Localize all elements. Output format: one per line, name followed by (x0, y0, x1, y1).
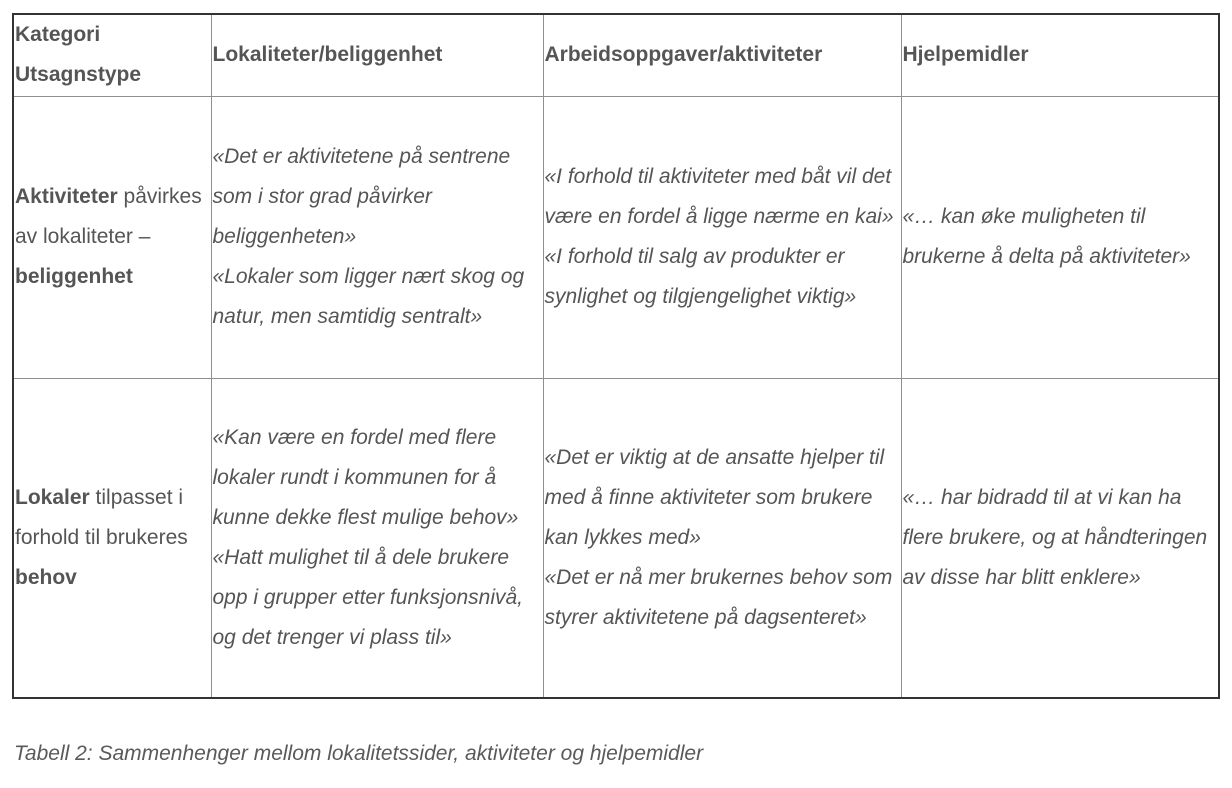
category-keyword: Lokaler (15, 485, 90, 509)
locations-cell (211, 378, 543, 698)
table-row (13, 378, 1219, 698)
quote: «Det er nå mer brukernes behov som styrer aktivitetene på dagsenteret» (544, 565, 893, 629)
quote: «Det er aktivitetene på sentrene som i stor grad påvirker beliggenheten» (212, 145, 511, 248)
quote: «Kan være en fordel med flere lokaler rundt i kommunen for å kunne dekke flest mulige behov» (212, 425, 519, 529)
locations-cell (211, 96, 543, 378)
category-keyword: behov (15, 565, 77, 589)
table-caption: Tabell 2: Sammenhenger mellom lokalitetssider, aktiviteter og hjelpemidler (14, 742, 704, 765)
quote: «… har bidradd til at vi kan ha flere brukere, og at håndteringen av disse har blitt enklere» (902, 485, 1208, 589)
quote: «Det er viktig at de ansatte hjelper til med å finne aktiviteter som brukere kan lykkes med» (544, 445, 885, 549)
header-category-line1: Kategori (15, 23, 101, 47)
quote: «I forhold til aktiviteter med båt vil det være en fordel å ligge nærme en kai» (544, 165, 894, 228)
aids-cell (901, 378, 1219, 698)
aids-cell (901, 96, 1219, 378)
category-text: påvirkes av lokaliteter – (15, 185, 202, 248)
header-locations: Lokaliteter/beliggenhet (211, 14, 543, 96)
quote: «Hatt mulighet til å dele brukere opp i grupper etter funksjonsnivå, og det trenger vi plass til» (212, 545, 524, 649)
quote: «I forhold til salg av produkter er synlighet og tilgjengelighet viktig» (544, 245, 857, 308)
activities-cell (543, 96, 901, 378)
category-cell (13, 96, 211, 378)
activities-cell (543, 378, 901, 698)
header-activities: Arbeidsoppgaver/aktiviteter (543, 14, 901, 96)
quote: «… kan øke muligheten til brukerne å delta på aktiviteter» (902, 205, 1191, 268)
quote: «Lokaler som ligger nært skog og natur, men samtidig sentralt» (212, 265, 525, 328)
header-aids: Hjelpemidler (901, 14, 1219, 96)
table-row (13, 96, 1219, 378)
category-text: tilpasset i forhold til brukeres (15, 485, 188, 549)
category-keyword: Aktiviteter (15, 185, 118, 208)
category-cell (13, 378, 211, 698)
category-keyword: beliggenhet (15, 265, 133, 288)
table-header-row (13, 14, 1219, 96)
header-category-line2: Utsagnstype (15, 63, 142, 87)
relations-table (12, 13, 1220, 699)
header-category (13, 14, 211, 96)
